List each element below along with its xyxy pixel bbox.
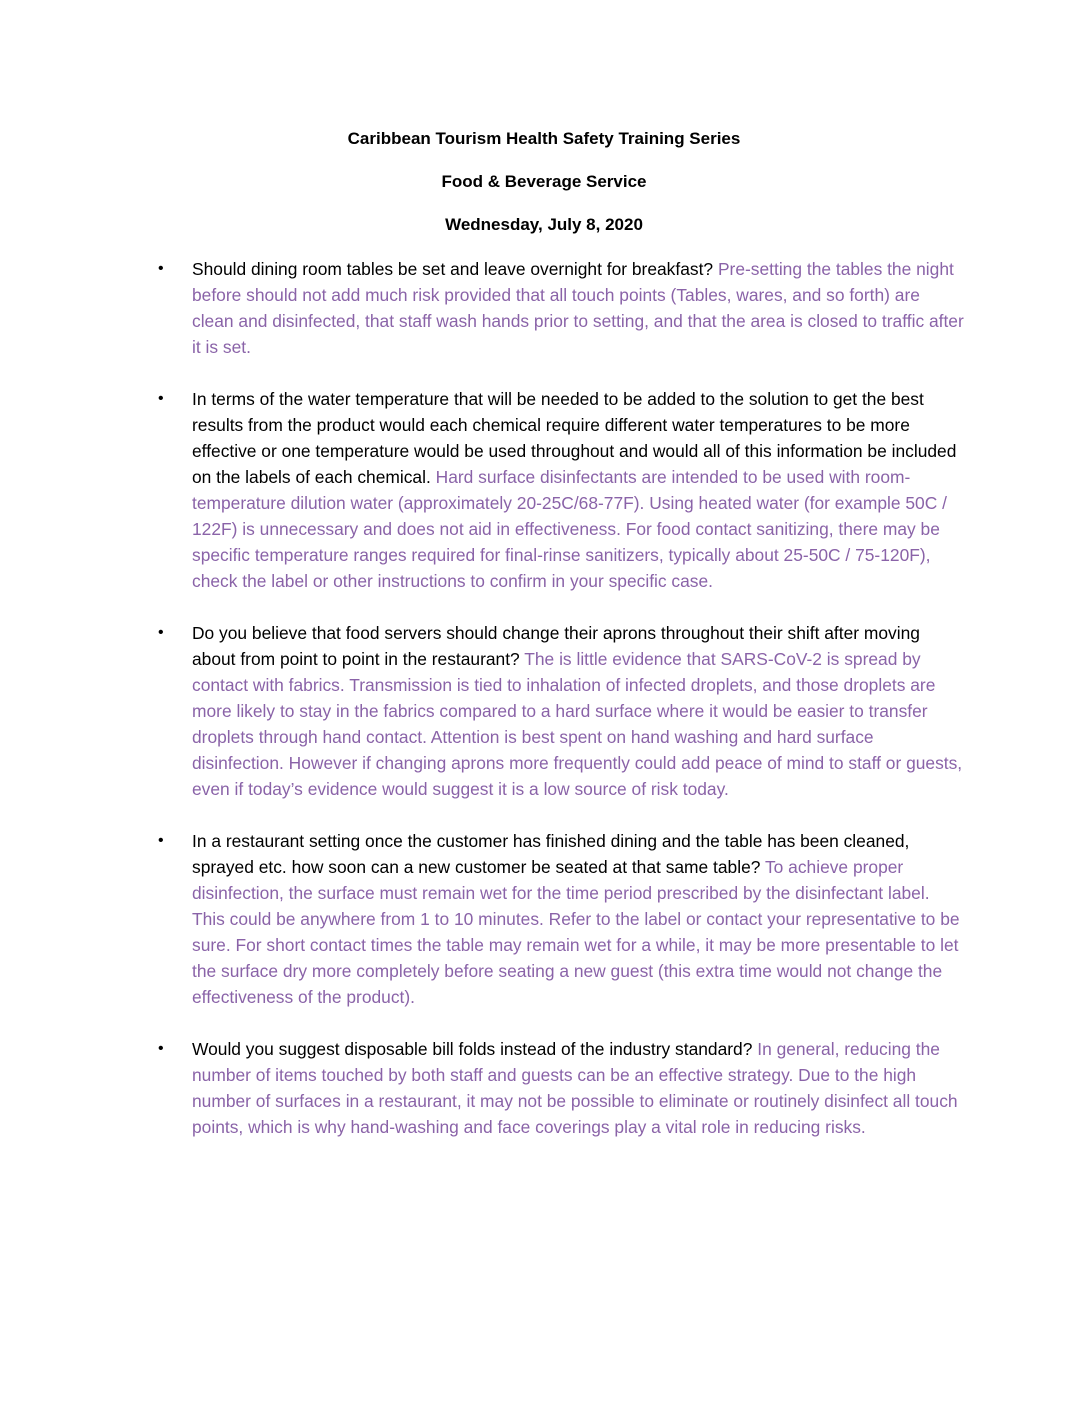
- question-text: Do you believe that food servers should change their aprons throughout their shift after moving about from point to point in the restaurant?: [192, 623, 920, 669]
- answer-text: In general, reducing the number of items touched by both staff and guests can be an effective strategy. Due to the high number of surfaces in a restaurant, it may not be possible to eliminate or routinely disinfect all touch points, which is why hand-washing and face coverings play a vital role in reducing risks.: [192, 1039, 958, 1137]
- bullet-icon: •: [158, 1040, 164, 1057]
- question-text: In a restaurant setting once the customer has finished dining and the table has been cleaned, sprayed etc. how soon can a new customer be seated at that same table?: [192, 831, 910, 877]
- answer-text: Hard surface disinfectants are intended to be used with room-temperature dilution water (approximately 20-25C/68-77F). Using heated water (for example 50C / 122F) is unnecessary and does not aid in effectiveness. For food contact sanitizing, there may be specific temperature ranges required for final-rinse sanitizers, typically about 25-50C / 75-120F), check the label or other instructions to confirm in your specific case.: [192, 467, 947, 591]
- qa-list: [158, 256, 964, 1166]
- document-date: Wednesday, July 8, 2020: [445, 215, 643, 234]
- bullet-icon: •: [158, 390, 164, 407]
- document-header: [0, 128, 1088, 257]
- answer-text: To achieve proper disinfection, the surface must remain wet for the time period prescribed by the disinfectant label. This could be anywhere from 1 to 10 minutes. Refer to the label or contact your representative to be sure. For short contact times the table may remain wet for a while, it may be more presentable to let the surface dry more completely before seating a new guest (this extra time would not change the effectiveness of the product).: [192, 857, 960, 1007]
- question-text: Should dining room tables be set and leave overnight for breakfast?: [192, 259, 714, 279]
- question-text: Would you suggest disposable bill folds instead of the industry standard?: [192, 1039, 753, 1059]
- bullet-icon: •: [158, 832, 164, 849]
- qa-item-bill-folds: [158, 1036, 964, 1140]
- qa-item-table-reseating: [158, 828, 964, 1010]
- answer-text: Pre-setting the tables the night before should not add much risk provided that all touch points (Tables, wares, and so forth) are clean and disinfected, that staff wash hands prior to setting, and that the area is closed to traffic after it is set.: [192, 259, 964, 357]
- qa-item-aprons: [158, 620, 964, 802]
- answer-text: The is little evidence that SARS-CoV-2 is spread by contact with fabrics. Transmission is tied to inhalation of infected droplets, and those droplets are more likely to stay in the fabrics compared to a hard surface where it would be easier to transfer droplets through hand contact. Attention is best spent on hand washing and hard surface disinfection. However if changing aprons more frequently could add peace of mind to staff or guests, even if today’s evidence would suggest it is a low source of risk today.: [192, 649, 963, 799]
- qa-item-tables-overnight: [158, 256, 964, 360]
- document-title: Caribbean Tourism Health Safety Training Series: [347, 129, 741, 148]
- question-text: In terms of the water temperature that will be needed to be added to the solution to get the best results from the product would each chemical require different water temperatures to be more effective or one temperature would be used throughout and would all of this information be included on the labels of each chemical.: [192, 389, 957, 487]
- bullet-icon: •: [158, 260, 164, 277]
- qa-item-water-temperature: [158, 386, 964, 594]
- document-subtitle: Food & Beverage Service: [441, 172, 647, 191]
- bullet-icon: •: [158, 624, 164, 641]
